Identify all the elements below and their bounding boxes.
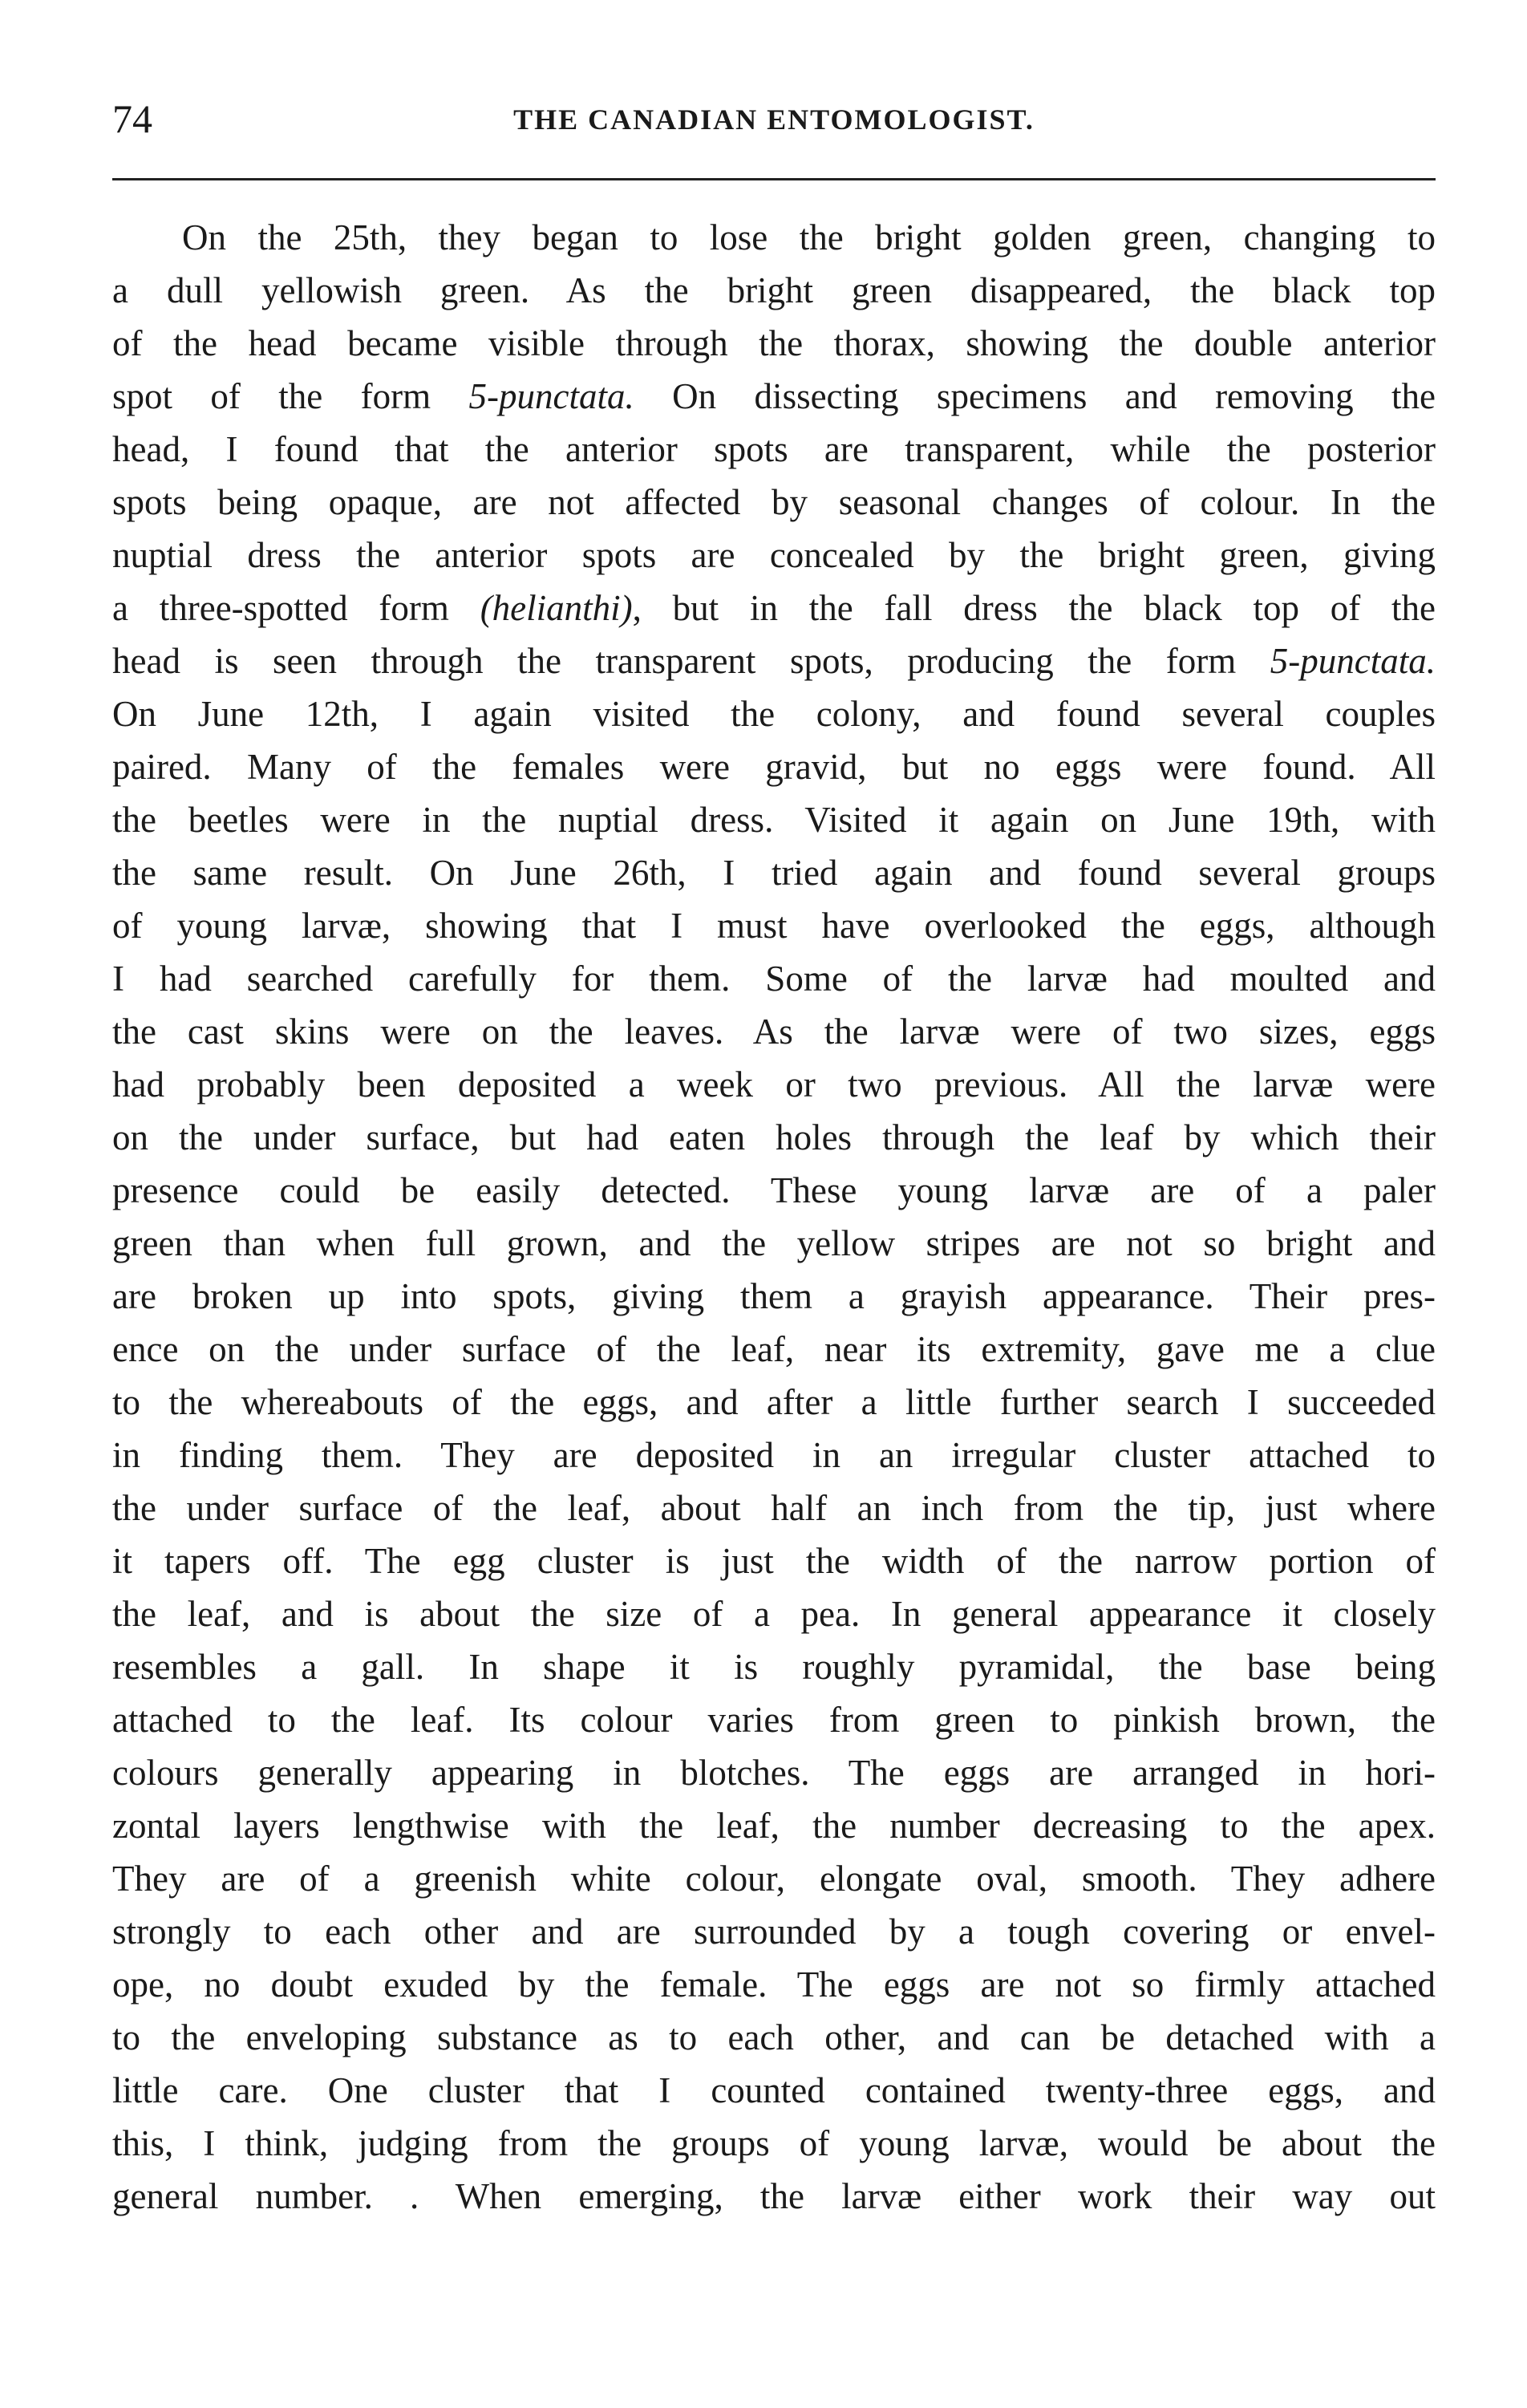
text-line: On the 25th, they began to lose the bright golden green, changing to: [182, 217, 1436, 257]
page-number: 74: [112, 96, 152, 141]
text-line: head, I found that the anterior spots are transparent, while the posterior: [112, 429, 1436, 469]
text-line: On June 12th, I again visited the colony, and found several couples: [112, 694, 1436, 734]
text-line: spots being opaque, are not affected by seasonal changes of colour. In the: [112, 482, 1436, 522]
running-title: THE CANADIAN ENTOMOLOGIST.: [513, 103, 1035, 136]
text-line: strongly to each other and are surrounded by a tough covering or envel-: [112, 1911, 1436, 1952]
text-line: green than when full grown, and the yellow stripes are not so bright and: [112, 1223, 1436, 1263]
text-segment: spot of the form: [112, 376, 469, 416]
text-line: the under surface of the leaf, about half an inch from the tip, just where: [112, 1488, 1436, 1528]
text-line: this, I think, judging from the groups of young larvæ, would be about the: [112, 2123, 1436, 2163]
text-line: little care. One cluster that I counted contained twenty-three eggs, and: [112, 2070, 1436, 2110]
text-line: I had searched carefully for them. Some of the larvæ had moulted and: [112, 959, 1436, 999]
text-line: ope, no doubt exuded by the female. The eggs are not so firmly attached: [112, 1964, 1436, 2005]
text-segment: a three-spotted form: [112, 588, 480, 628]
text-line: nuptial dress the anterior spots are concealed by the bright green, giving: [112, 535, 1436, 575]
text-line: the beetles were in the nuptial dress. Visited it again on June 19th, with: [112, 800, 1436, 840]
text-segment: On dissecting specimens and removing the: [634, 376, 1436, 416]
text-line: They are of a greenish white colour, elongate oval, smooth. They adhere: [112, 1859, 1436, 1899]
header-rule: [112, 178, 1436, 180]
text-line: of the head became visible through the thorax, showing the double anterior: [112, 323, 1436, 363]
text-line: the cast skins were on the leaves. As the larvæ were of two sizes, eggs: [112, 1011, 1436, 1052]
text-line: to the whereabouts of the eggs, and after a little further search I succeeded: [112, 1382, 1436, 1422]
text-line: zontal layers lengthwise with the leaf, the number decreasing to the apex.: [112, 1806, 1436, 1846]
page-header: [112, 95, 1436, 151]
text-line: in finding them. They are deposited in an irregular cluster attached to: [112, 1435, 1436, 1475]
text-line: colours generally appearing in blotches. The eggs are arranged in hori-: [112, 1753, 1436, 1793]
text-line: to the enveloping substance as to each other, and can be detached with a: [112, 2017, 1436, 2057]
text-line: it tapers off. The egg cluster is just the width of the narrow portion of: [112, 1541, 1436, 1581]
text-line: on the under surface, but had eaten holes through the leaf by which their: [112, 1117, 1436, 1157]
text-line: attached to the leaf. Its colour varies from green to pinkish brown, the: [112, 1700, 1436, 1740]
text-segment: , but in the fall dress the black top of the: [632, 588, 1436, 628]
text-line: [112, 634, 1436, 687]
text-line: of young larvæ, showing that I must have overlooked the eggs, although: [112, 906, 1436, 946]
text-line: the leaf, and is about the size of a pea. In general appearance it closely: [112, 1594, 1436, 1634]
species-name: 5-punctata.: [468, 376, 634, 416]
text-line: had probably been deposited a week or two previous. All the larvæ were: [112, 1064, 1436, 1105]
text-line: general number. . When emerging, the larvæ either work their way out: [112, 2176, 1436, 2216]
text-line: [112, 582, 1436, 634]
species-name: (helianthi): [480, 588, 633, 628]
text-line: a dull yellowish green. As the bright green disappeared, the black top: [112, 270, 1436, 310]
text-line: presence could be easily detected. These young larvæ are of a paler: [112, 1170, 1436, 1210]
text-segment: head is seen through the transparent spots, producing the form: [112, 641, 1270, 681]
text-line: ence on the under surface of the leaf, near its extremity, gave me a clue: [112, 1329, 1436, 1369]
text-line: the same result. On June 26th, I tried again and found several groups: [112, 853, 1436, 893]
text-line: paired. Many of the females were gravid, but no eggs were found. All: [112, 747, 1436, 787]
text-line: are broken up into spots, giving them a grayish appearance. Their pres-: [112, 1276, 1436, 1316]
text-line: resembles a gall. In shape it is roughly pyramidal, the base being: [112, 1647, 1436, 1687]
body-paragraph: [112, 211, 1436, 2223]
species-name: 5-punctata.: [1270, 641, 1436, 681]
text-line: [112, 370, 1436, 423]
